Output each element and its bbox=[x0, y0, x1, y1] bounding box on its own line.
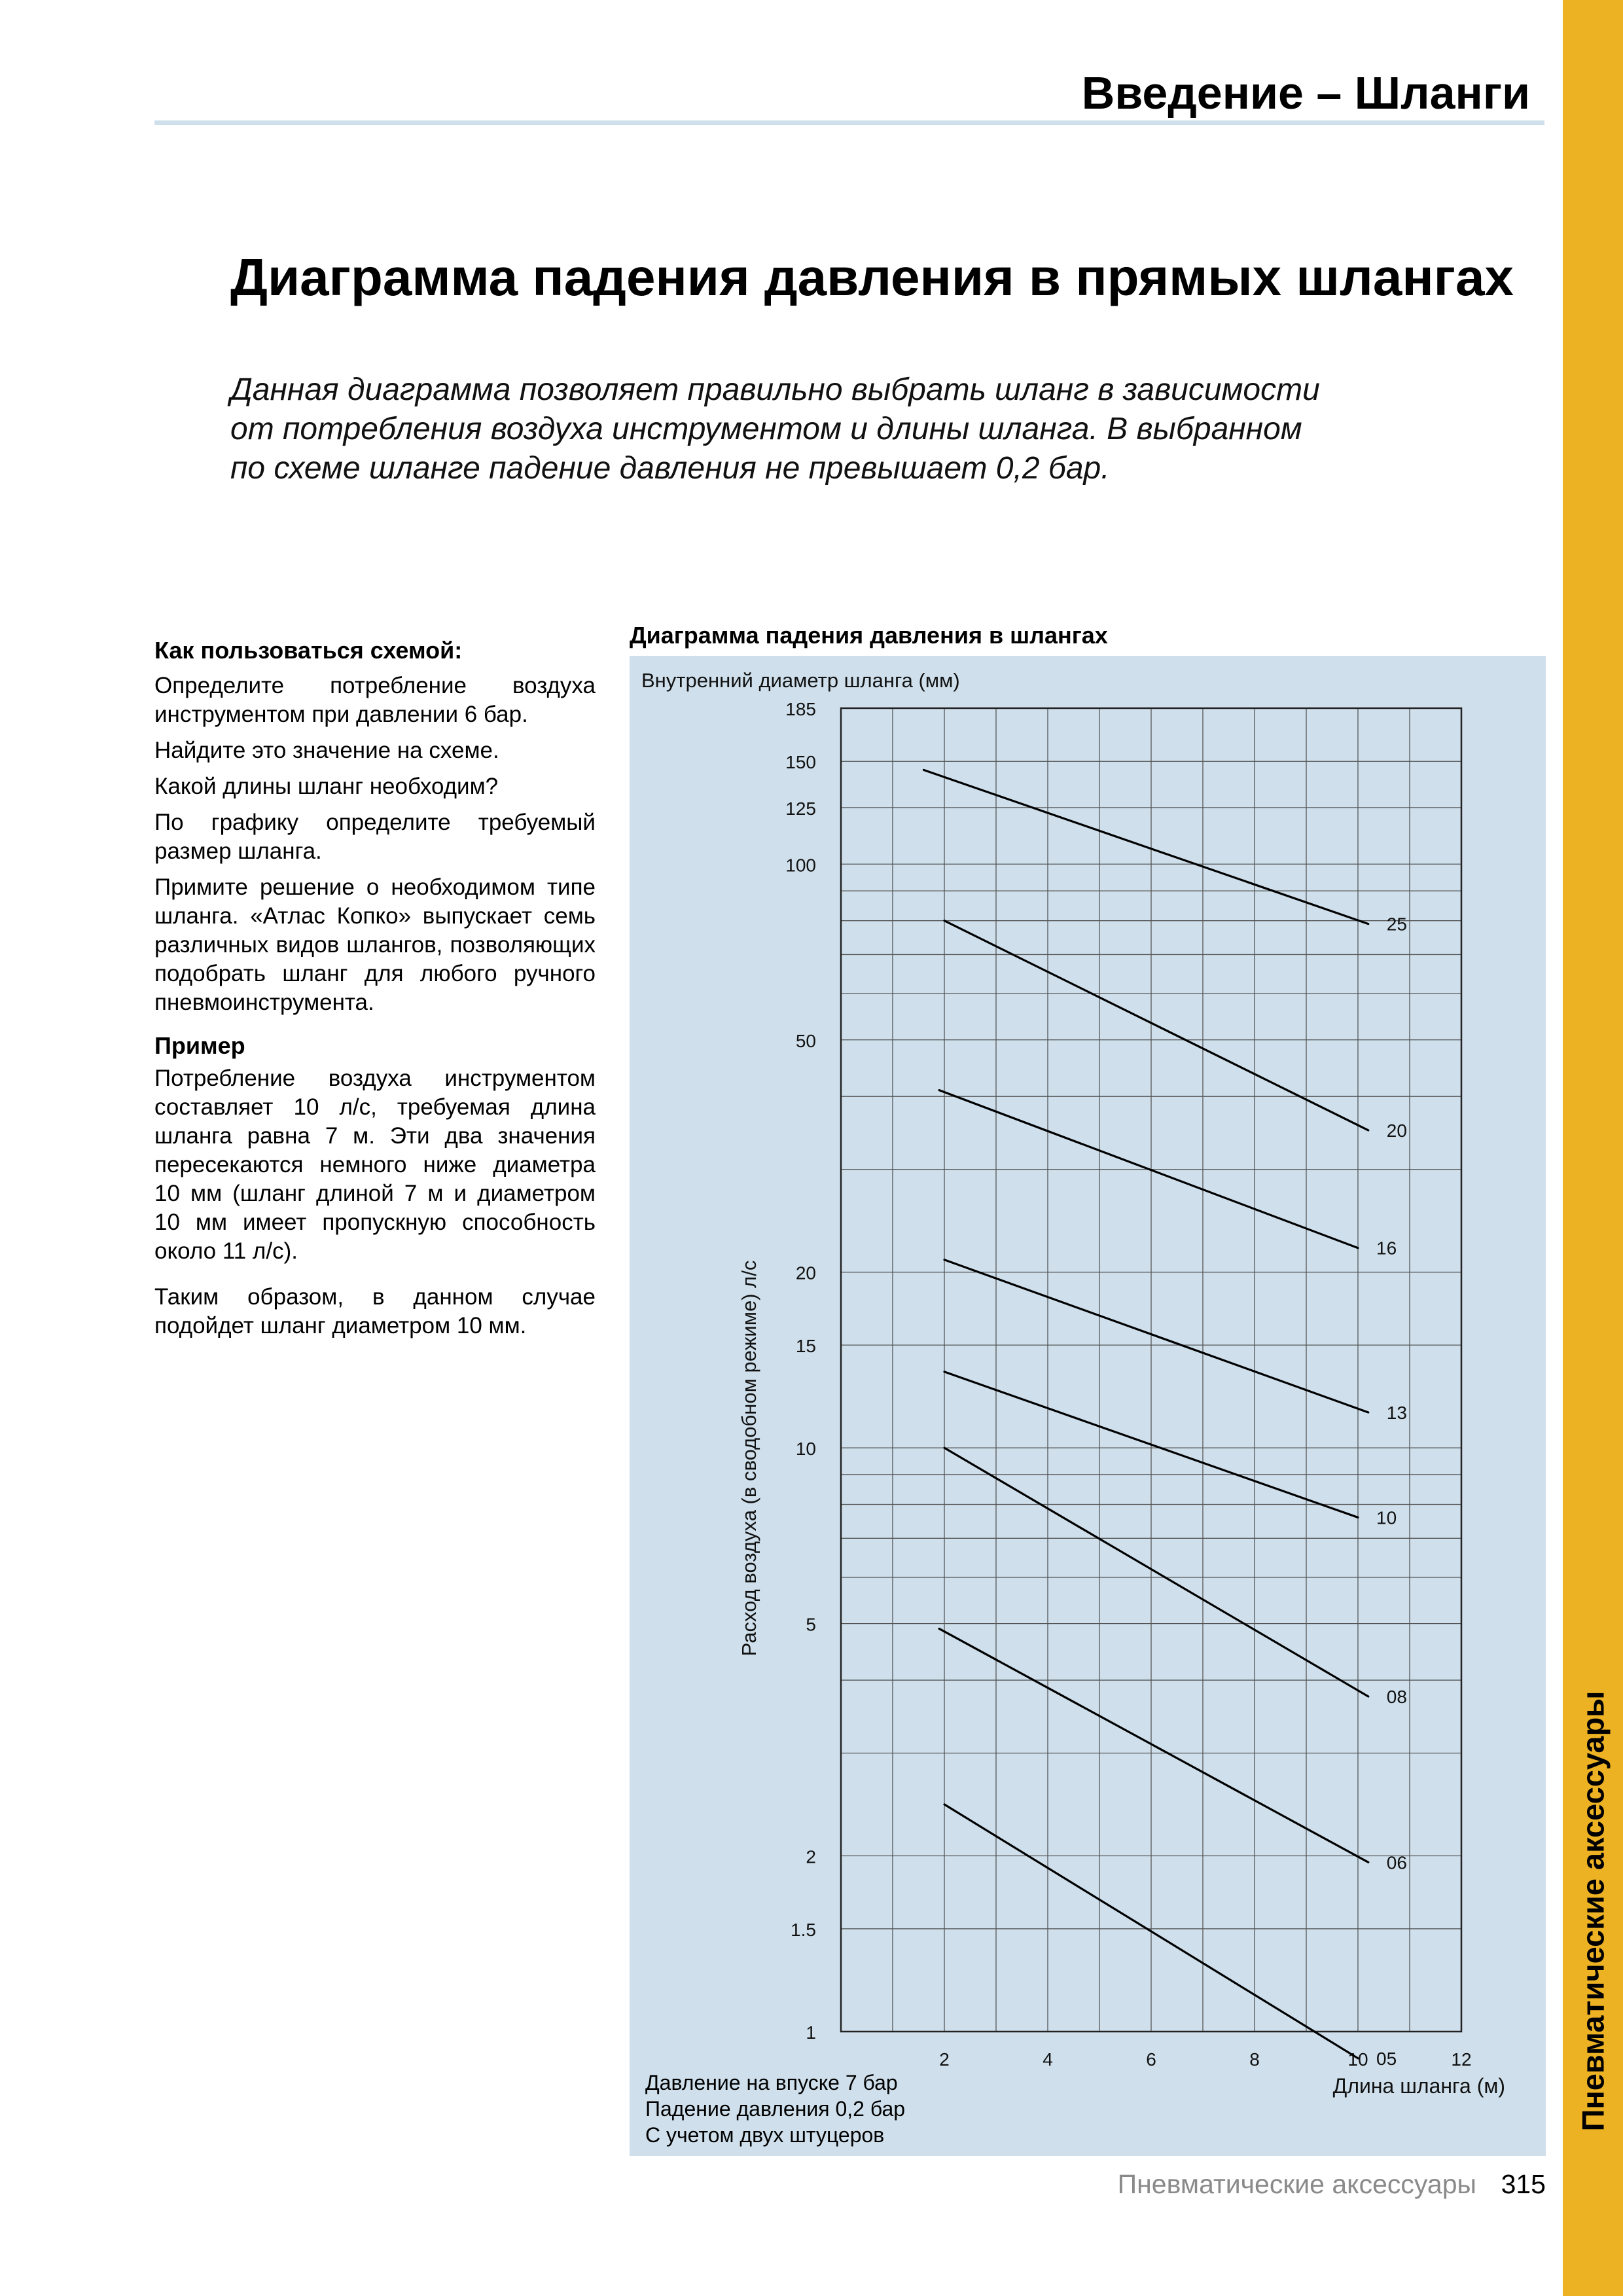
footer-section: Пневматические аксессуары bbox=[1117, 2169, 1476, 2199]
series-label-16: 16 bbox=[1376, 1238, 1397, 1259]
x-tick-label: 12 bbox=[1451, 2049, 1472, 2070]
side-tab-label: Пневматические аксессуары bbox=[1575, 1691, 1611, 2132]
y-tick-label: 15 bbox=[795, 1336, 816, 1357]
x-tick-label: 6 bbox=[1146, 2049, 1156, 2070]
chart-note-line: Давление на впуске 7 бар bbox=[645, 2071, 898, 2094]
series-label-08: 08 bbox=[1386, 1687, 1407, 1708]
y-tick-label: 1 bbox=[806, 2022, 816, 2043]
x-tick-label: 4 bbox=[1043, 2049, 1053, 2070]
y-tick-label: 10 bbox=[795, 1439, 816, 1460]
y-tick-label: 50 bbox=[795, 1030, 816, 1051]
instructions-column bbox=[154, 636, 596, 1348]
chart-notes bbox=[645, 2070, 905, 2148]
chart-series-label: Внутренний диаметр шланга (мм) bbox=[641, 669, 960, 692]
y-tick-label: 20 bbox=[795, 1263, 816, 1283]
series-label-20: 20 bbox=[1386, 1120, 1407, 1141]
series-label-05: 05 bbox=[1376, 2048, 1397, 2069]
y-tick-label: 125 bbox=[785, 798, 816, 819]
header-title: Введение – Шланги bbox=[1081, 67, 1530, 118]
instruction-step: Примите решение о необходимом типе шланга. «Атлас Копко» выпускает семь различных видов шлангов, позволяющих подобрать шланг для любого ручного пневмоинструмента. bbox=[154, 874, 596, 1015]
instruction-step: Определите потребление воздуха инструментом при давлении 6 бар. bbox=[154, 673, 596, 727]
y-tick-label: 150 bbox=[785, 752, 816, 773]
intro-line: по схеме шланге падение давления не превышает 0,2 бар. bbox=[230, 451, 1110, 486]
series-line-08 bbox=[944, 1448, 1368, 1696]
instructions-heading: Как пользоваться схемой: bbox=[154, 637, 463, 664]
x-tick-label: 2 bbox=[939, 2049, 950, 2070]
page-number: 315 bbox=[1501, 2169, 1546, 2199]
instruction-step: По графику определите требуемый размер шланга. bbox=[154, 810, 596, 864]
y-tick-label: 185 bbox=[785, 699, 816, 719]
intro-line: Данная диаграмма позволяет правильно выбрать шланг в зависимости bbox=[230, 372, 1320, 407]
y-tick-label: 100 bbox=[785, 855, 816, 876]
series-line-13 bbox=[944, 1260, 1368, 1412]
y-axis-label: Расход воздуха (в сводобном режиме) л/с bbox=[738, 1260, 760, 1657]
pressure-drop-chart bbox=[630, 656, 1546, 2156]
intro-text bbox=[230, 370, 1461, 488]
series-label-13: 13 bbox=[1386, 1403, 1407, 1424]
y-tick-label: 1.5 bbox=[791, 1919, 816, 1940]
series-line-25 bbox=[923, 770, 1368, 924]
header-divider bbox=[154, 120, 1544, 125]
series-label-25: 25 bbox=[1386, 914, 1407, 935]
page-title: Диаграмма падения давления в прямых шлангах bbox=[230, 248, 1514, 306]
intro-line: от потребления воздуха инструментом и длины шланга. В выбранном bbox=[230, 412, 1302, 446]
y-tick-label: 5 bbox=[806, 1614, 816, 1635]
example-heading: Пример bbox=[154, 1032, 245, 1059]
x-tick-label: 8 bbox=[1249, 2049, 1260, 2070]
y-tick-label: 2 bbox=[806, 1846, 816, 1867]
example-text: Потребление воздуха инструментом составляет 10 л/с, требуемая длина шланга равна 7 м. Эти два значения пересекаются немного ниже диаметра 10 мм (шланг длиной 7 м и диаметром 10 мм имеет пропускную способность около 11 л/с). bbox=[154, 1066, 596, 1264]
chart-note-line: С учетом двух штуцеров bbox=[645, 2123, 885, 2147]
chart-title: Диаграмма падения давления в шлангах bbox=[630, 622, 1108, 649]
conclusion-text: Таким образом, в данном случае подойдет шланг диаметром 10 мм. bbox=[154, 1284, 596, 1338]
chart-note-line: Падение давления 0,2 бар bbox=[645, 2097, 906, 2121]
series-line-20 bbox=[944, 921, 1368, 1130]
instruction-step: Какой длины шланг необходим? bbox=[154, 774, 499, 799]
x-tick-label: 10 bbox=[1347, 2049, 1368, 2070]
series-line-06 bbox=[939, 1628, 1368, 1862]
series-label-10: 10 bbox=[1376, 1507, 1397, 1528]
instruction-step: Найдите это значение на схеме. bbox=[154, 738, 499, 763]
series-label-06: 06 bbox=[1386, 1852, 1407, 1873]
x-axis-label: Длина шланга (м) bbox=[1332, 2074, 1505, 2098]
